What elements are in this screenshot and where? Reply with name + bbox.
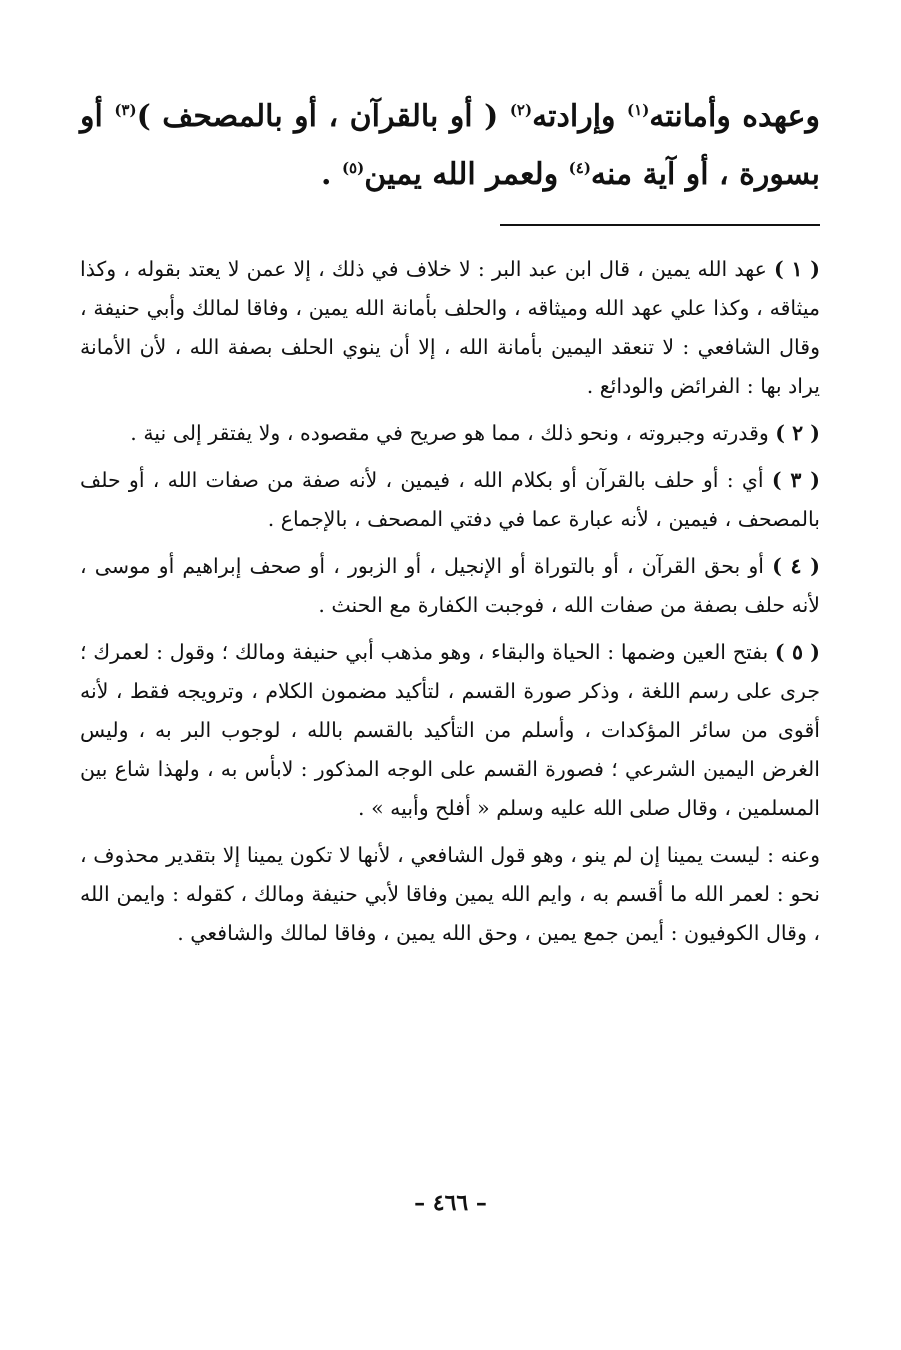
main-text-part: أو بسورة ، أو آية منه (80, 99, 820, 192)
footnote-number: ( ١ ) (774, 257, 820, 281)
footnote-text: بفتح العين وضمها : الحياة والبقاء ، وهو مذهب أبي حنيفة ومالك ؛ وقول : لعمرك ؛ جرى على رسم اللغة ، وذكر صورة القسم ، لتأكيد مضمون الكلام ، وترويجه فقط ، لأنه أقوى من سائر المؤكدات ، وأسلم من التأكيد بالقسم بالله ، لوجوب البر به ، وليس الغرض اليمين الشرعي ؛ فصورة القسم على الوجه المذكور : لابأس به ، ولهذا شاع بين المسلمين ، وقال صلى الله عليه وسلم « أفلح وأبيه » . (80, 640, 820, 820)
footnote-number: ( ٥ ) (774, 640, 820, 664)
footnote-text: أي : أو حلف بالقرآن أو بكلام الله ، فيمين ، لأنه صفة من صفات الله ، أو حلف بالمصحف ، فيمين ، لأنه عبارة عما في دفتي المصحف ، بالإجماع . (80, 468, 820, 531)
footnote-3 (80, 461, 820, 539)
main-text-part: . (321, 157, 332, 192)
main-text-part: ولعمر الله يمين (364, 157, 559, 192)
footnote-2 (80, 414, 820, 453)
main-text-part: وعهده وأمانته (649, 99, 820, 134)
footnote-number: ( ٤ ) (772, 554, 820, 578)
footnote-text: وقدرته وجبروته ، ونحو ذلك ، مما هو صريح في مقصوده ، ولا يفتقر إلى نية . (130, 421, 769, 445)
footnote-ref-5: (٥) (341, 159, 365, 177)
main-text-part: ( أو بالقرآن ، أو بالمصحف ) (136, 99, 499, 134)
footnote-1 (80, 250, 820, 406)
footnote-divider (500, 224, 820, 226)
footnote-ref-2: (٢) (509, 101, 533, 119)
footnotes (80, 250, 820, 953)
footnote-text: وعنه : ليست يمينا إن لم ينو ، وهو قول الشافعي ، لأنها لا تكون يمينا إلا بتقدير محذوف ، نحو : لعمر الله ما أقسم به ، وايم الله يمين وفاقا لأبي حنيفة ومالك ، كقوله : وايمن الله ، وقال الكوفيون : أيمن جمع يمين ، وحق الله يمين ، وفاقا لمالك والشافعي . (80, 843, 820, 945)
footnote-ref-4: (٤) (568, 159, 591, 177)
footnote-5-continued (80, 836, 820, 953)
main-line-1 (80, 88, 820, 204)
footnote-ref-3: (٣) (114, 101, 137, 119)
page-content (80, 88, 820, 961)
page-number: – ٤٦٦ – (414, 1190, 487, 1216)
footnote-4 (80, 547, 820, 625)
main-text-part: وإرادته (532, 99, 616, 134)
main-text (80, 88, 820, 204)
footnote-number: ( ٣ ) (771, 468, 820, 492)
footnote-text: عهد الله يمين ، قال ابن عبد البر : لا خلاف في ذلك ، إلا عمن لا يعتد بقوله ، وكذا ميثاقه ، وكذا علي عهد الله وميثاقه ، والحلف بأمانة الله يمين ، وفاقا لمالك وأبي حنيفة ، وقال الشافعي : لا تنعقد اليمين بأمانة الله ، إلا أن ينوي الحلف بصفة الله ، لأن الأمانة يراد بها : الفرائض والودائع . (80, 257, 820, 398)
footnote-number: ( ٢ ) (775, 421, 820, 445)
footnote-ref-1: (١) (627, 101, 650, 119)
footnote-5 (80, 633, 820, 828)
footnote-text: أو بحق القرآن ، أو بالتوراة أو الإنجيل ، أو الزبور ، أو صحف إبراهيم أو موسى ، لأنه حلف بصفة من صفات الله ، فوجبت الكفارة مع الحنث . (80, 554, 820, 617)
